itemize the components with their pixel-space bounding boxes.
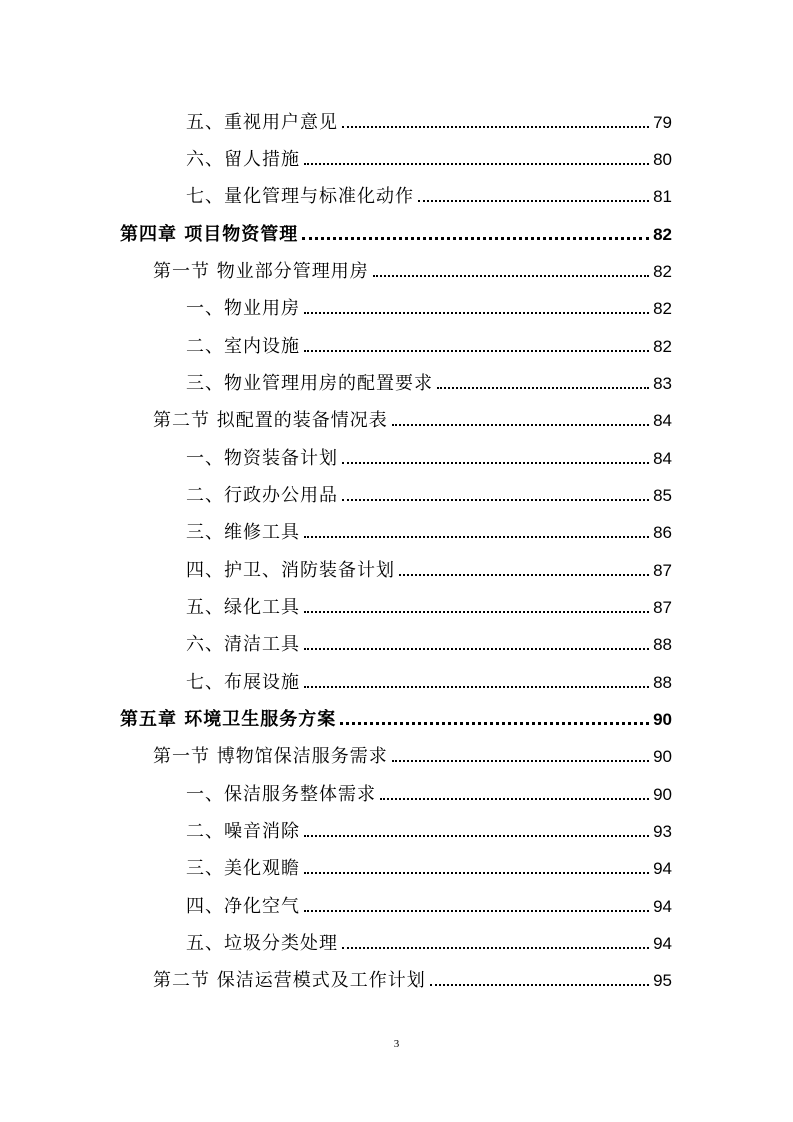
toc-leader-dots (437, 387, 649, 389)
toc-chapter-entry[interactable] (120, 701, 672, 731)
toc-leader-dots (418, 200, 649, 202)
toc-entry[interactable] (186, 776, 672, 806)
toc-leader-dots (392, 424, 649, 426)
toc-entry[interactable] (186, 813, 672, 843)
toc-leader-dots (342, 947, 649, 949)
toc-entry-title: 六、留人措施 (186, 149, 300, 170)
toc-entry-title: 第四章 项目物资管理 (120, 224, 299, 245)
toc-entry[interactable] (186, 552, 672, 582)
toc-entry-title: 一、物业用房 (186, 298, 300, 319)
toc-entry[interactable] (186, 925, 672, 955)
toc-entry-title: 第一节 博物馆保洁服务需求 (153, 746, 388, 767)
toc-entry-title: 六、清洁工具 (186, 634, 300, 655)
toc-leader-dots (304, 686, 649, 688)
toc-entry-page: 81 (653, 187, 672, 206)
toc-entry-page: 80 (653, 150, 672, 169)
toc-entry-page: 82 (653, 299, 672, 318)
toc-entry-page: 94 (653, 934, 672, 953)
toc-entry-title: 五、绿化工具 (186, 597, 300, 618)
toc-section-entry[interactable] (153, 253, 672, 283)
toc-entry-page: 88 (653, 635, 672, 654)
toc-leader-dots (430, 984, 649, 986)
toc-entry-title: 三、美化观瞻 (186, 858, 300, 879)
toc-entry-page: 85 (653, 486, 672, 505)
toc-entry-page: 79 (653, 113, 672, 132)
toc-entry-page: 94 (653, 859, 672, 878)
toc-section-entry[interactable] (153, 738, 672, 768)
toc-leader-dots (304, 648, 649, 650)
toc-leader-dots (304, 910, 649, 912)
toc-entry-title: 四、净化空气 (186, 896, 300, 917)
toc-leader-dots (392, 760, 649, 762)
toc-entry-page: 93 (653, 822, 672, 841)
toc-entry-title: 一、物资装备计划 (186, 448, 338, 469)
toc-entry[interactable] (186, 440, 672, 470)
page-number: 3 (393, 1038, 400, 1050)
toc-entry[interactable] (186, 850, 672, 880)
toc-entry-page: 87 (653, 561, 672, 580)
toc-leader-dots (399, 574, 649, 576)
toc-entry[interactable] (186, 626, 672, 656)
toc-leader-dots (342, 126, 649, 128)
toc-entry-title: 三、物业管理用房的配置要求 (186, 373, 433, 394)
toc-leader-dots (304, 872, 649, 874)
toc-leader-dots (340, 722, 649, 725)
toc-entry-title: 四、护卫、消防装备计划 (186, 560, 395, 581)
toc-entry[interactable] (186, 178, 672, 208)
toc-entry[interactable] (186, 141, 672, 171)
toc-entry-title: 第二节 拟配置的装备情况表 (153, 410, 388, 431)
toc-entry-page: 95 (653, 971, 672, 990)
toc-leader-dots (304, 350, 649, 352)
toc-entry-page: 88 (653, 673, 672, 692)
toc-leader-dots (342, 499, 649, 501)
toc-leader-dots (302, 237, 649, 240)
toc-leader-dots (304, 312, 649, 314)
toc-entry-page: 84 (653, 449, 672, 468)
toc-entry-page: 82 (653, 337, 672, 356)
toc-entry[interactable] (186, 589, 672, 619)
toc-leader-dots (304, 163, 649, 165)
toc-entry[interactable] (186, 328, 672, 358)
toc-entry-title: 一、保洁服务整体需求 (186, 784, 376, 805)
toc-chapter-entry[interactable] (120, 216, 672, 246)
toc-entry-title: 七、量化管理与标准化动作 (186, 186, 414, 207)
toc-entry[interactable] (186, 290, 672, 320)
toc-entry-page: 86 (653, 523, 672, 542)
toc-entry[interactable] (186, 477, 672, 507)
toc-entry[interactable] (186, 514, 672, 544)
toc-entry-title: 五、重视用户意见 (186, 112, 338, 133)
toc-entry-title: 第一节 物业部分管理用房 (153, 261, 369, 282)
toc-entry[interactable] (186, 104, 672, 134)
toc-entry[interactable] (186, 365, 672, 395)
toc-leader-dots (373, 275, 649, 277)
toc-entry-page: 90 (653, 785, 672, 804)
toc-entry-page: 90 (653, 747, 672, 766)
toc-entry-page: 82 (653, 225, 672, 244)
toc-leader-dots (304, 835, 649, 837)
toc-section-entry[interactable] (153, 402, 672, 432)
toc-section-entry[interactable] (153, 962, 672, 992)
toc-entry-title: 二、行政办公用品 (186, 485, 338, 506)
toc-entry-title: 二、室内设施 (186, 336, 300, 357)
toc-entry-title: 三、维修工具 (186, 522, 300, 543)
toc-entry-page: 82 (653, 262, 672, 281)
toc-entry-page: 94 (653, 897, 672, 916)
toc-entry-page: 84 (653, 411, 672, 430)
toc-entry[interactable] (186, 664, 672, 694)
toc-entry-page: 90 (653, 710, 672, 729)
toc-entry-title: 五、垃圾分类处理 (186, 933, 338, 954)
toc-entry-title: 七、布展设施 (186, 672, 300, 693)
toc-entry-page: 87 (653, 598, 672, 617)
toc-entry-title: 第二节 保洁运营模式及工作计划 (153, 970, 426, 991)
toc-entry[interactable] (186, 888, 672, 918)
toc-entry-page: 83 (653, 374, 672, 393)
toc-leader-dots (342, 462, 649, 464)
toc-leader-dots (304, 611, 649, 613)
toc-leader-dots (304, 536, 649, 538)
toc-entry-title: 第五章 环境卫生服务方案 (120, 709, 337, 730)
toc-entry-title: 二、噪音消除 (186, 821, 300, 842)
toc-leader-dots (380, 798, 649, 800)
